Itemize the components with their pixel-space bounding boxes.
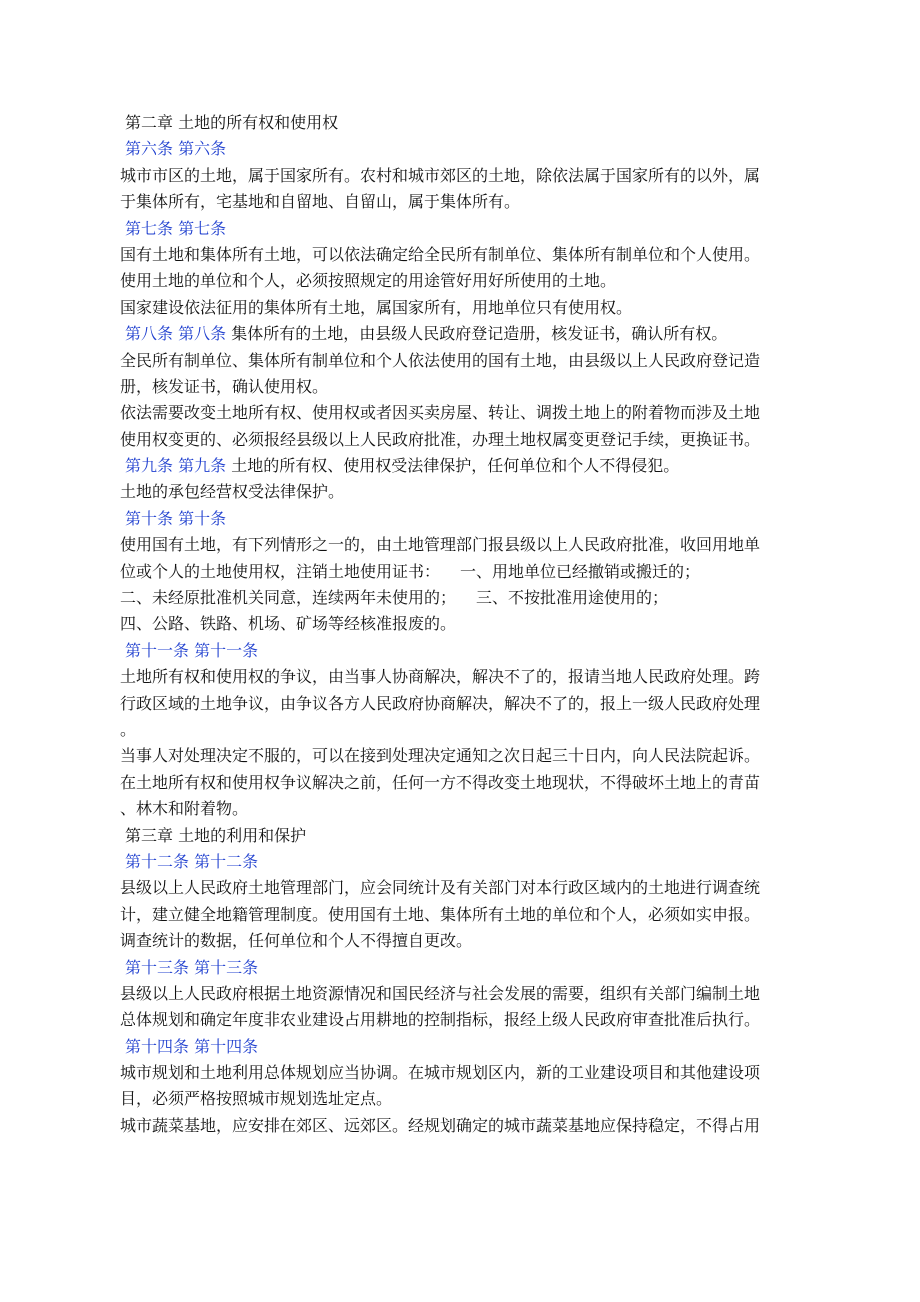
- paragraph-line: 于集体所有，宅基地和自留地、自留山，属于集体所有。: [120, 192, 521, 212]
- paragraph-line: 册，核发证书，确认使用权。: [120, 376, 329, 396]
- paragraph-line: 城市蔬菜基地，应安排在郊区、远郊区。经规划确定的城市蔬菜基地应保持稳定，不得占用: [120, 1115, 761, 1135]
- paragraph-line: 城市规划和土地利用总体规划应当协调。在城市规划区内，新的工业建设项目和其他建设项: [120, 1063, 761, 1083]
- paragraph-line: 县级以上人民政府根据土地资源情况和国民经济与社会发展的需要，组织有关部门编制土地: [120, 983, 761, 1003]
- paragraph-segment: 二、未经原批准机关同意，连续两年未使用的；: [120, 588, 457, 608]
- paragraph-segment: 位或个人的土地使用权，注销土地使用证书：: [120, 561, 441, 581]
- paragraph-line: 依法需要改变土地所有权、使用权或者因买卖房屋、转让、调拨土地上的附着物而涉及土地: [120, 403, 761, 423]
- paragraph-line: 。: [120, 719, 137, 739]
- article-heading: 第十条 第十条: [125, 508, 227, 528]
- chapter-heading: 第三章 土地的利用和保护: [125, 825, 307, 845]
- paragraph-line: [120, 559, 804, 585]
- paragraph-line: 使用权变更的、必须报经县级以上人民政府批准，办理土地权属变更登记手续，更换证书。: [120, 429, 761, 449]
- paragraph-line: 调查统计的数据，任何单位和个人不得擅自更改。: [120, 931, 473, 951]
- article-heading: 第九条 第九条: [125, 456, 227, 476]
- paragraph-line: 全民所有制单位、集体所有制单位和个人依法使用的国有土地，由县级以上人民政府登记造: [120, 350, 761, 370]
- article-line: [120, 321, 804, 347]
- article-text: 集体所有的土地，由县级人民政府登记造册，核发证书，确认所有权。: [231, 324, 728, 344]
- article-heading: 第十四条 第十四条: [125, 1036, 259, 1056]
- article-heading: 第十三条 第十三条: [125, 957, 259, 977]
- paragraph-line: 土地所有权和使用权的争议，由当事人协商解决，解决不了的，报请当地人民政府处理。跨: [120, 667, 761, 687]
- paragraph-line: [120, 585, 804, 611]
- paragraph-line: 计，建立健全地籍管理制度。使用国有土地、集体所有土地的单位和个人，必须如实申报。: [120, 904, 761, 924]
- article-heading: 第六条 第六条: [125, 139, 227, 159]
- paragraph-line: 县级以上人民政府土地管理部门，应会同统计及有关部门对本行政区域内的土地进行调查统: [120, 878, 761, 898]
- paragraph-segment: 三、不按批准用途使用的；: [476, 588, 669, 608]
- paragraph-line: 使用国有土地，有下列情形之一的，由土地管理部门报县级以上人民政府批准，收回用地单: [120, 535, 761, 555]
- paragraph-line: 总体规划和确定年度非农业建设占用耕地的控制指标，报经上级人民政府审查批准后执行。: [120, 1010, 761, 1030]
- article-heading: 第七条 第七条: [125, 218, 227, 238]
- paragraph-line: 国有土地和集体所有土地，可以依法确定给全民所有制单位、集体所有制单位和个人使用。: [120, 244, 761, 264]
- article-text: 土地的所有权、使用权受法律保护，任何单位和个人不得侵犯。: [231, 456, 680, 476]
- paragraph-line: 在土地所有权和使用权争议解决之前，任何一方不得改变土地现状，不得破坏土地上的青苗: [120, 772, 761, 792]
- paragraph-line: 四、公路、铁路、机场、矿场等经核准报废的。: [120, 614, 457, 634]
- paragraph-segment: 一、用地单位已经撤销或搬迁的；: [460, 561, 701, 581]
- article-line: [120, 453, 804, 479]
- article-heading: 第十二条 第十二条: [125, 851, 259, 871]
- paragraph-line: 行政区域的土地争议，由争议各方人民政府协商解决，解决不了的，报上一级人民政府处理: [120, 693, 761, 713]
- paragraph-line: 目，必须严格按照城市规划选址定点。: [120, 1089, 393, 1109]
- paragraph-line: 、林木和附着物。: [120, 799, 249, 819]
- article-heading: 第十一条 第十一条: [125, 640, 259, 660]
- paragraph-line: 当事人对处理决定不服的，可以在接到处理决定通知之次日起三十日内，向人民法院起诉。: [120, 746, 761, 766]
- paragraph-line: 使用土地的单位和个人，必须按照规定的用途管好用好所使用的土地。: [120, 271, 617, 291]
- document-body: [120, 110, 804, 1139]
- chapter-heading: 第二章 土地的所有权和使用权: [125, 113, 339, 132]
- article-heading: 第八条 第八条: [125, 324, 227, 344]
- paragraph-line: 国家建设依法征用的集体所有土地，属国家所有，用地单位只有使用权。: [120, 297, 633, 317]
- paragraph-line: 城市市区的土地，属于国家所有。农村和城市郊区的土地，除依法属于国家所有的以外，属: [120, 165, 761, 185]
- paragraph-line: 土地的承包经营权受法律保护。: [120, 482, 345, 502]
